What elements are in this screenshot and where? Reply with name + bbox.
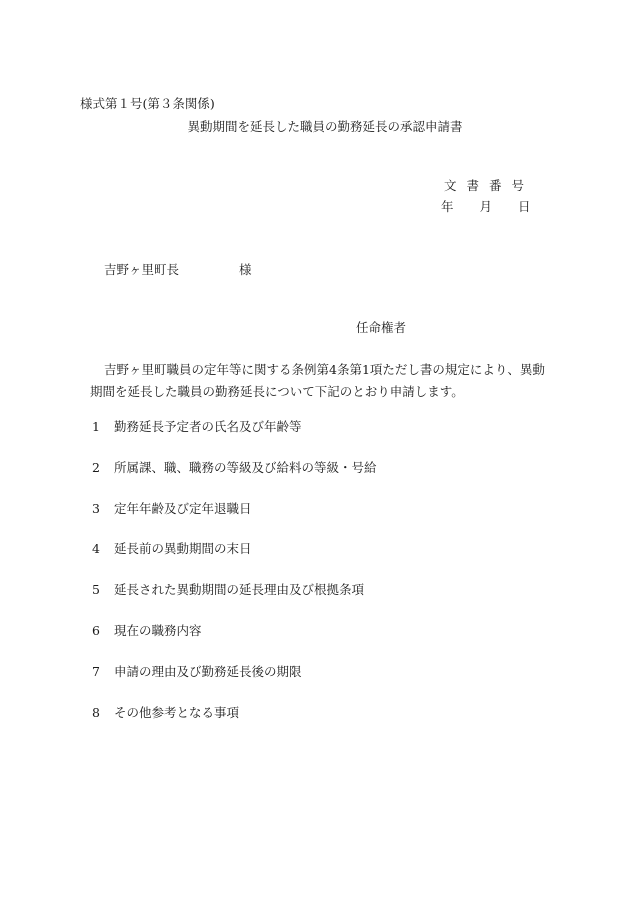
date-label: 年 月 日 xyxy=(441,199,531,214)
list-item xyxy=(92,623,377,664)
item-text: 延長前の異動期間の末日 xyxy=(114,541,252,557)
document-title: 異動期間を延長した職員の勤務延長の承認申請書 xyxy=(187,119,463,134)
item-number: 3 xyxy=(92,500,100,516)
addressee xyxy=(104,262,252,277)
list-item xyxy=(92,419,377,460)
list-item xyxy=(92,460,377,501)
document-number-label: 文書番号 xyxy=(444,178,535,193)
item-text: 延長された異動期間の延長理由及び根拠条項 xyxy=(114,582,365,598)
appointing-authority: 任命権者 xyxy=(356,320,407,335)
item-text: その他参考となる事項 xyxy=(114,704,240,720)
item-text: 現在の職務内容 xyxy=(114,622,202,638)
item-list xyxy=(92,419,377,745)
list-item xyxy=(92,501,377,542)
form-label: 様式第１号(第３条関係) xyxy=(80,96,215,111)
list-item xyxy=(92,541,377,582)
item-text: 定年年齢及び定年退職日 xyxy=(114,500,252,516)
addressee-name: 吉野ヶ里町長 xyxy=(104,262,180,277)
item-number: 6 xyxy=(92,622,100,638)
body-paragraph: 吉野ヶ里町職員の定年等に関する条例第4条第1項ただし書の規定により、異動期間を延長した職員の勤務延長について下記のとおり申請します。 xyxy=(90,362,545,399)
item-text: 勤務延長予定者の氏名及び年齢等 xyxy=(114,419,302,434)
item-number: 2 xyxy=(92,459,100,475)
item-number: 5 xyxy=(92,582,100,598)
list-item xyxy=(92,582,377,623)
list-item xyxy=(92,705,377,746)
item-number: 8 xyxy=(92,704,100,720)
item-text: 申請の理由及び勤務延長後の期限 xyxy=(114,663,302,679)
item-number: 7 xyxy=(92,663,100,679)
item-text: 所属課、職、職務の等級及び給料の等級・号給 xyxy=(114,459,377,475)
item-number: 1 xyxy=(92,419,100,434)
addressee-honorific: 様 xyxy=(239,262,252,277)
list-item xyxy=(92,664,377,705)
item-number: 4 xyxy=(92,541,100,557)
